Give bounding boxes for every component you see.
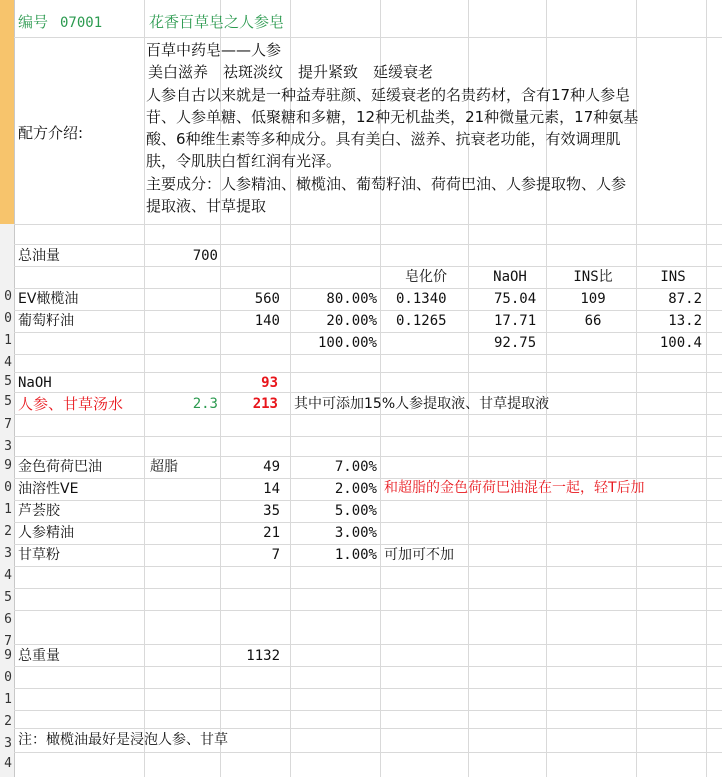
- code-label[interactable]: 编号: [18, 13, 49, 31]
- row-number[interactable]: 1: [4, 333, 12, 348]
- row-number[interactable]: 6: [4, 612, 12, 627]
- row-number[interactable]: 7: [4, 634, 12, 649]
- recipe-line: 提取液、甘草提取: [146, 197, 267, 216]
- additive-percent[interactable]: 1.00%: [334, 547, 377, 563]
- row-header-selected[interactable]: [0, 0, 14, 224]
- oil-ins-ratio[interactable]: 109: [580, 291, 606, 307]
- oil-percent[interactable]: 20.00%: [326, 313, 377, 329]
- row-number[interactable]: 9: [4, 458, 12, 473]
- row-number[interactable]: 0: [4, 480, 12, 495]
- additive-note[interactable]: 可加可不加: [384, 547, 454, 563]
- oil-total-percent[interactable]: 100.00%: [317, 335, 377, 351]
- recipe-line: 人参自古以来就是一种益寿驻颜、延缓衰老的名贵药材，含有17种人参皂: [146, 85, 631, 104]
- col-header-naoh[interactable]: NaOH: [493, 269, 527, 285]
- oil-sap[interactable]: 0.1340: [396, 291, 447, 307]
- additive-percent[interactable]: 5.00%: [334, 503, 377, 519]
- naoh-label[interactable]: NaOH: [18, 375, 52, 391]
- additive-note[interactable]: 和超脂的金色荷荷巴油混在一起，轻T后加: [384, 480, 645, 496]
- additive-percent[interactable]: 2.00%: [334, 481, 377, 497]
- additive-name[interactable]: 甘草粉: [18, 547, 60, 563]
- oil-name[interactable]: EV橄榄油: [18, 291, 79, 307]
- liquid-value[interactable]: 213: [252, 396, 278, 412]
- additive-name[interactable]: 金色荷荷巴油: [18, 459, 102, 475]
- row-number[interactable]: 0: [4, 311, 12, 326]
- recipe-label[interactable]: 配方介绍:: [18, 124, 84, 142]
- row-number[interactable]: 1: [4, 502, 12, 517]
- oil-total-ins[interactable]: 100.4: [659, 335, 702, 351]
- additive-name[interactable]: 油溶性VE: [18, 481, 79, 497]
- oil-ins-ratio[interactable]: 66: [584, 313, 602, 329]
- total-weight-label[interactable]: 总重量: [18, 648, 60, 664]
- additive-tag[interactable]: 超脂: [150, 459, 178, 475]
- oil-naoh[interactable]: 75.04: [494, 291, 537, 307]
- total-oil-value[interactable]: 700: [192, 248, 218, 264]
- additive-name[interactable]: 芦荟胶: [18, 503, 60, 519]
- row-number[interactable]: 3: [4, 546, 12, 561]
- recipe-line: 肤，令肌肤白皙红润有光泽。: [146, 152, 342, 171]
- col-header-ins[interactable]: INS: [660, 269, 686, 285]
- row-number[interactable]: 5: [4, 590, 12, 605]
- row-number[interactable]: 0: [4, 289, 12, 304]
- oil-name[interactable]: 葡萄籽油: [18, 313, 74, 329]
- row-number[interactable]: 3: [4, 439, 12, 454]
- row-number[interactable]: 5: [4, 374, 12, 389]
- naoh-value[interactable]: 93: [261, 375, 278, 391]
- liquid-note[interactable]: 其中可添加15%人参提取液、甘草提取液: [294, 396, 550, 412]
- row-number[interactable]: 7: [4, 417, 12, 432]
- row-number[interactable]: 2: [4, 714, 12, 729]
- row-number[interactable]: 3: [4, 736, 12, 751]
- oil-sap[interactable]: 0.1265: [396, 313, 447, 329]
- additive-weight[interactable]: 35: [263, 503, 280, 519]
- row-header-strip: [0, 0, 14, 777]
- liquid-label[interactable]: 人参、甘草汤水: [18, 395, 124, 413]
- row-number[interactable]: 4: [4, 355, 12, 370]
- row-number[interactable]: 5: [4, 394, 12, 409]
- oil-ins[interactable]: 13.2: [668, 313, 702, 329]
- recipe-line: 苷、人参单糖、低聚糖和多糖，12种无机盐类，21种微量元素，17种氨基: [146, 107, 639, 126]
- footnote[interactable]: 注：橄榄油最好是浸泡人参、甘草: [18, 732, 228, 748]
- page-title[interactable]: 花香百草皂之人参皂: [149, 13, 285, 31]
- recipe-line: 主要成分：人参精油、橄榄油、葡萄籽油、荷荷巴油、人参提取物、人参: [146, 174, 627, 193]
- oil-total-naoh[interactable]: 92.75: [494, 335, 537, 351]
- row-number[interactable]: 9: [4, 648, 12, 663]
- row-number[interactable]: 2: [4, 524, 12, 539]
- row-number[interactable]: 0: [4, 670, 12, 685]
- oil-weight[interactable]: 140: [254, 313, 280, 329]
- total-oil-label[interactable]: 总油量: [18, 248, 60, 264]
- additive-weight[interactable]: 7: [271, 547, 280, 563]
- oil-weight[interactable]: 560: [254, 291, 280, 307]
- total-weight-value[interactable]: 1132: [246, 648, 280, 664]
- additive-percent[interactable]: 3.00%: [334, 525, 377, 541]
- additive-percent[interactable]: 7.00%: [334, 459, 377, 475]
- recipe-description[interactable]: [146, 39, 702, 217]
- oil-naoh[interactable]: 17.71: [494, 313, 537, 329]
- row-number[interactable]: 4: [4, 568, 12, 583]
- recipe-line: 美白滋养 祛斑淡纹 提升紧致 延缓衰老: [148, 63, 434, 82]
- recipe-line: 酸、6种维生素等多种成分。具有美白、滋养、抗衰老功能，有效调理肌: [146, 130, 621, 149]
- col-header-sap[interactable]: 皂化价: [405, 269, 447, 285]
- oil-ins[interactable]: 87.2: [668, 291, 702, 307]
- row-number[interactable]: 1: [4, 692, 12, 707]
- additive-name[interactable]: 人参精油: [18, 525, 74, 541]
- additive-weight[interactable]: 49: [263, 459, 280, 475]
- oil-percent[interactable]: 80.00%: [326, 291, 377, 307]
- additive-weight[interactable]: 21: [263, 525, 280, 541]
- liquid-ratio[interactable]: 2.3: [192, 396, 218, 412]
- code-value[interactable]: 07001: [60, 15, 103, 31]
- recipe-line: 百草中药皂——人参: [146, 41, 282, 59]
- additive-weight[interactable]: 14: [263, 481, 280, 497]
- row-number[interactable]: 4: [4, 756, 12, 771]
- col-header-ins-ratio[interactable]: INS比: [573, 269, 613, 285]
